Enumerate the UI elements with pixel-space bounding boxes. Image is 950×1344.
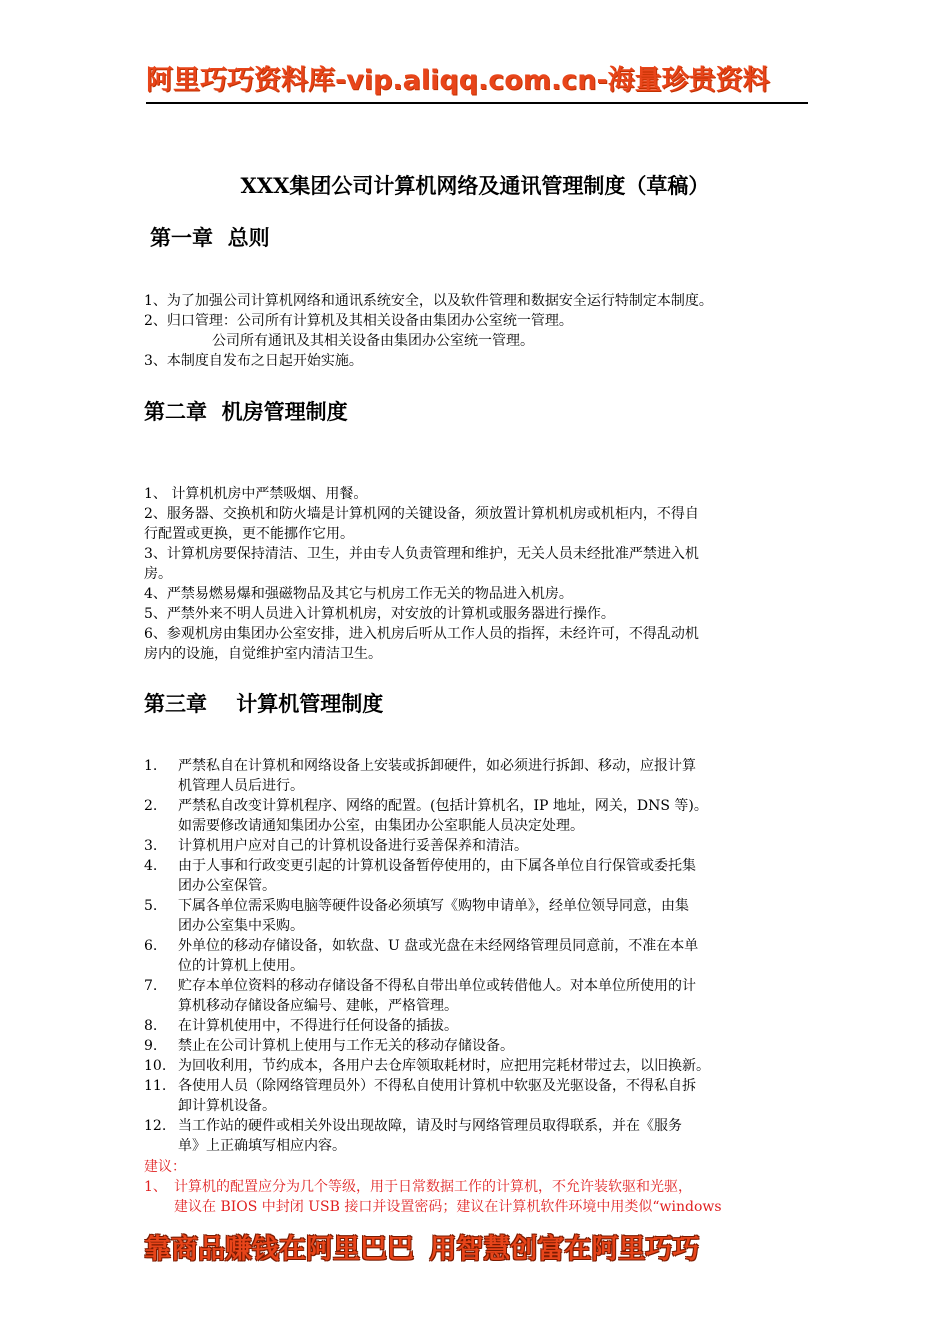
chapter-1-line: 2、归口管理：公司所有计算机及其相关设备由集团办公室统一管理。 xyxy=(144,313,573,329)
rule-item xyxy=(144,1076,808,1116)
suggestion-item-number: 1、 xyxy=(144,1179,167,1195)
rule-number: 11. xyxy=(144,1078,167,1094)
rule-item xyxy=(144,756,808,796)
rule-text-line: 严禁私自在计算机和网络设备上安装或拆卸硬件，如必须进行拆卸、移动，应报计算 xyxy=(178,758,696,774)
rule-number: 9. xyxy=(144,1038,158,1054)
rule-item xyxy=(144,1116,808,1156)
chapter-2-line: 3、计算机房要保持清洁、卫生，并由专人负责管理和维护，无关人员未经批准严禁进入机 xyxy=(144,546,699,562)
chapter-1-heading: 第一章 总则 xyxy=(150,226,270,250)
rule-text-line: 卸计算机设备。 xyxy=(178,1098,276,1114)
rule-text-line: 计算机用户应对自己的计算机设备进行妥善保养和清洁。 xyxy=(178,838,528,854)
chapter-2-line: 行配置或更换，更不能挪作它用。 xyxy=(144,526,354,542)
suggestion-block xyxy=(144,1157,812,1217)
chapter-2-line: 2、服务器、交换机和防火墙是计算机网的关键设备，须放置计算机机房或机柜内，不得自 xyxy=(144,506,699,522)
rule-text-line: 外单位的移动存储设备，如软盘、U 盘或光盘在未经网络管理员同意前，不准在本单 xyxy=(178,938,699,954)
chapter-2-line: 5、严禁外来不明人员进入计算机机房，对安放的计算机或服务器进行操作。 xyxy=(144,606,615,622)
chapter-2-line: 6、参观机房由集团办公室安排，进入机房后听从工作人员的指挥，未经许可，不得乱动机 xyxy=(144,626,699,642)
rule-number: 10. xyxy=(144,1058,167,1074)
rule-number: 2. xyxy=(144,798,158,814)
chapter-2-line: 房内的设施，自觉维护室内清洁卫生。 xyxy=(144,646,382,662)
rule-item xyxy=(144,976,808,1016)
chapter-2-line: 房。 xyxy=(144,566,172,582)
rule-item xyxy=(144,936,808,976)
chapter-2-body xyxy=(144,484,812,664)
rule-text-line: 贮存本单位资料的移动存储设备不得私自带出单位或转借他人。对本单位所使用的计 xyxy=(178,978,696,994)
rule-item xyxy=(144,1056,808,1076)
rule-text-line: 机管理人员后进行。 xyxy=(178,778,304,794)
rule-item xyxy=(144,1016,808,1036)
rule-text-line: 团办公室集中采购。 xyxy=(178,918,304,934)
rule-number: 5. xyxy=(144,898,158,914)
rule-text-line: 禁止在公司计算机上使用与工作无关的移动存储设备。 xyxy=(178,1038,514,1054)
rule-text-line: 当工作站的硬件或相关外设出现故障，请及时与网络管理员取得联系，并在《服务 xyxy=(178,1118,682,1134)
rule-text-line: 如需要修改请通知集团办公室，由集团办公室职能人员决定处理。 xyxy=(178,818,584,834)
rule-text-line: 算机移动存储设备应编号、建帐，严格管理。 xyxy=(178,998,458,1014)
rule-number: 3. xyxy=(144,838,158,854)
rule-item xyxy=(144,856,808,896)
suggestion-line: 计算机的配置应分为几个等级，用于日常数据工作的计算机，不允许装软驱和光驱， xyxy=(174,1179,692,1195)
rule-item xyxy=(144,896,808,936)
rule-text-line: 位的计算机上使用。 xyxy=(178,958,304,974)
chapter-1-line: 3、本制度自发布之日起开始实施。 xyxy=(144,353,363,369)
header-banner: 阿里巧巧资料库-vip.aliqq.com.cn-海量珍贵资料 xyxy=(146,62,808,104)
rule-number: 12. xyxy=(144,1118,167,1134)
rule-item xyxy=(144,796,808,836)
suggestion-item xyxy=(144,1177,812,1217)
rule-text-line: 各使用人员（除网络管理员外）不得私自使用计算机中软驱及光驱设备，不得私自拆 xyxy=(178,1078,696,1094)
rule-text-line: 单》上正确填写相应内容。 xyxy=(178,1138,346,1154)
rule-number: 1. xyxy=(144,758,158,774)
rule-text-line: 由于人事和行政变更引起的计算机设备暂停使用的，由下属各单位自行保管或委托集 xyxy=(178,858,696,874)
rule-text-line: 为回收利用，节约成本，各用户去仓库领取耗材时，应把用完耗材带过去，以旧换新。 xyxy=(178,1058,710,1074)
footer-banner: 靠商品赚钱在阿里巴巴 用智慧创富在阿里巧巧 xyxy=(144,1234,700,1265)
rule-text-line: 严禁私自改变计算机程序、网络的配置。(包括计算机名，IP 地址，网关，DNS 等)。 xyxy=(178,798,708,814)
chapter-1-line: 1、为了加强公司计算机网络和通讯系统安全，以及软件管理和数据安全运行特制定本制度。 xyxy=(144,293,713,309)
rule-text-line: 下属各单位需采购电脑等硬件设备必须填写《购物申请单》，经单位领导同意，由集 xyxy=(178,898,689,914)
rule-number: 8. xyxy=(144,1018,158,1034)
rule-text-line: 在计算机使用中，不得进行任何设备的插拔。 xyxy=(178,1018,458,1034)
chapter-2-line: 4、严禁易燃易爆和强磁物品及其它与机房工作无关的物品进入机房。 xyxy=(144,586,573,602)
chapter-2-line: 1、 计算机机房中严禁吸烟、用餐。 xyxy=(144,486,368,502)
chapter-2-heading: 第二章 机房管理制度 xyxy=(144,400,348,424)
rule-item xyxy=(144,1036,808,1056)
chapter-3-heading: 第三章 计算机管理制度 xyxy=(144,692,384,716)
rule-item xyxy=(144,836,808,856)
rule-number: 7. xyxy=(144,978,158,994)
rule-text-line: 团办公室保管。 xyxy=(178,878,276,894)
rule-number: 6. xyxy=(144,938,158,954)
document-title: XXX集团公司计算机网络及通讯管理制度（草稿） xyxy=(240,173,710,198)
chapter-3-rules-list xyxy=(144,756,808,1156)
suggestion-line: 建议在 BIOS 中封闭 USB 接口并设置密码；建议在计算机软件环境中用类似“windows xyxy=(174,1199,722,1215)
chapter-1-body xyxy=(144,291,812,371)
suggestion-label: 建议： xyxy=(144,1159,186,1175)
rule-number: 4. xyxy=(144,858,158,874)
chapter-1-line: 公司所有通讯及其相关设备由集团办公室统一管理。 xyxy=(212,333,534,349)
